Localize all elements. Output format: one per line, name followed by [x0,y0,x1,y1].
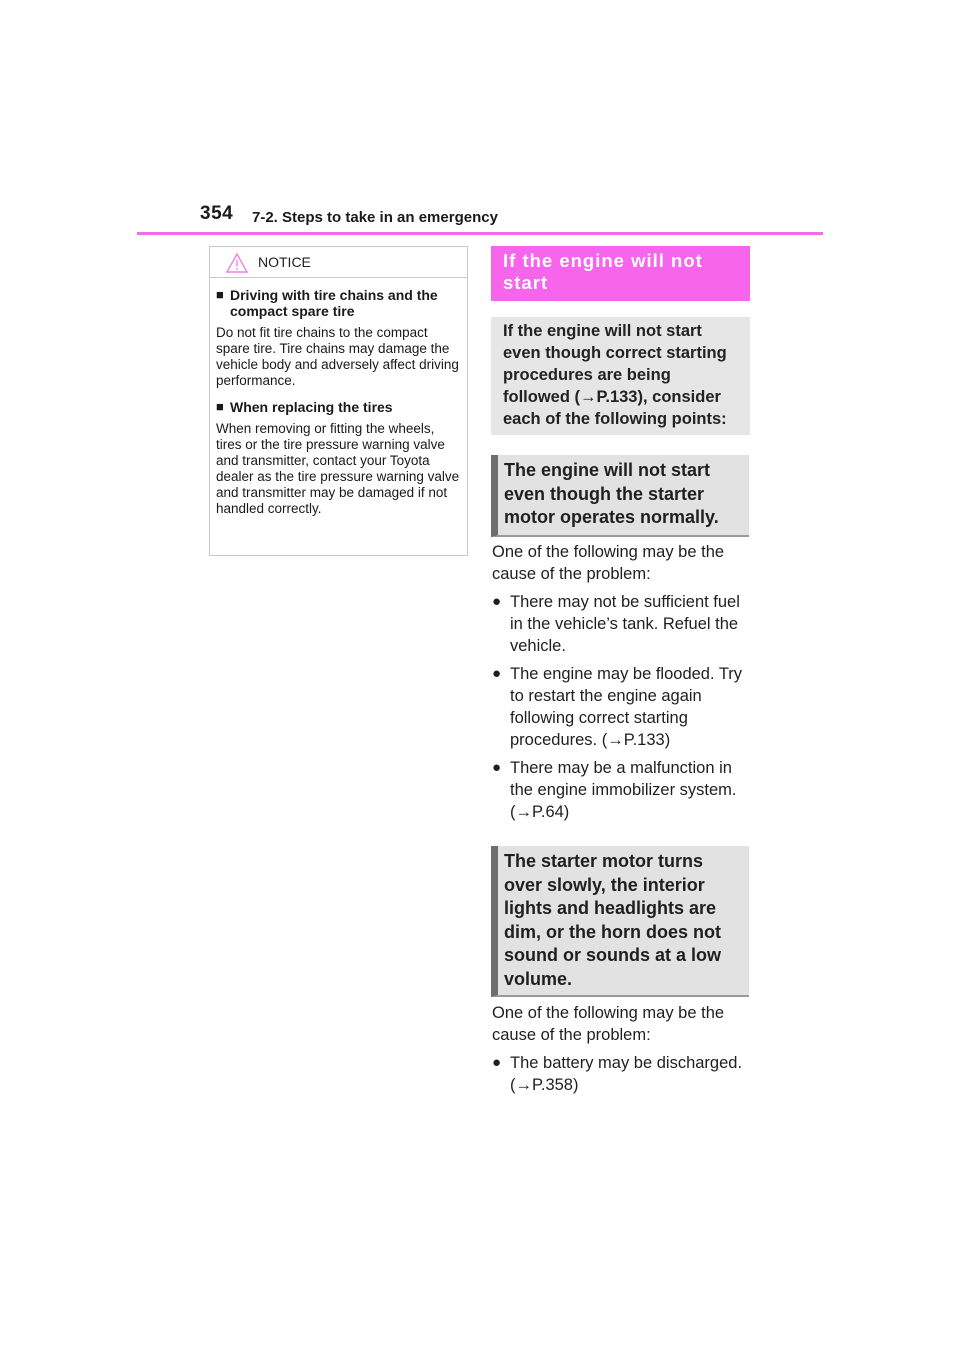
notice-subheading [216,399,461,415]
page-header [0,0,960,240]
notice-subheading-text: When replacing the tires [230,399,393,415]
notice-body [210,278,467,517]
list-item [492,591,754,657]
lead-paragraph: One of the following may be the cause of the problem: [492,1004,725,1044]
list-item [492,757,754,823]
list-item [492,1052,754,1096]
notice-text: Do not fit tire chains to the compact spare tire. Tire chains may damage the vehicle body and adversely affect driving performance. [216,325,459,388]
intro-box: If the engine will not start even though correct starting procedures are being followed (→P.133), consider each of the following points: [491,317,750,435]
list-item-text: The engine may be flooded. Try to restart the engine again following correct starting procedures. (→P.133) [510,665,743,749]
header-divider [137,232,823,235]
bullet-dot-icon: ● [492,759,502,776]
list-item-text: The battery may be discharged. (→P.358) [510,1054,743,1094]
list-item [492,663,754,751]
bullet-dot-icon: ● [492,665,502,682]
square-bullet-icon: ■ [216,287,224,302]
main-title: If the engine will not start [491,246,750,301]
bullet-dot-icon: ● [492,1054,502,1071]
notice-label: NOTICE [258,254,311,270]
notice-text: When removing or fitting the wheels, tires or the tire pressure warning valve and transmitter, contact your Toyota dealer as the tire pressure warning valve and transmitter may be damaged if not handled correctly. [216,421,460,516]
list-item-text: There may not be sufficient fuel in the vehicle’s tank. Refuel the vehicle. [510,593,740,655]
subsection-heading: The starter motor turns over slowly, the interior lights and headlights are dim, or the horn does not sound or sounds at a low volume. [491,846,749,997]
notice-box [209,246,468,556]
warning-triangle-icon [226,253,248,273]
notice-subheading [216,287,461,319]
list-item-text: There may be a malfunction in the engine immobilizer system. (→P.64) [510,759,737,821]
lead-paragraph: One of the following may be the cause of the problem: [492,543,725,583]
notice-header [210,247,467,278]
bullet-dot-icon: ● [492,593,502,610]
notice-subheading-text: Driving with tire chains and the compact spare tire [230,287,438,319]
subsection-heading: The engine will not start even though the starter motor operates normally. [491,455,749,537]
page-number: 354 [200,203,234,224]
section-title: 7-2. Steps to take in an emergency [252,209,498,226]
square-bullet-icon: ■ [216,399,224,414]
